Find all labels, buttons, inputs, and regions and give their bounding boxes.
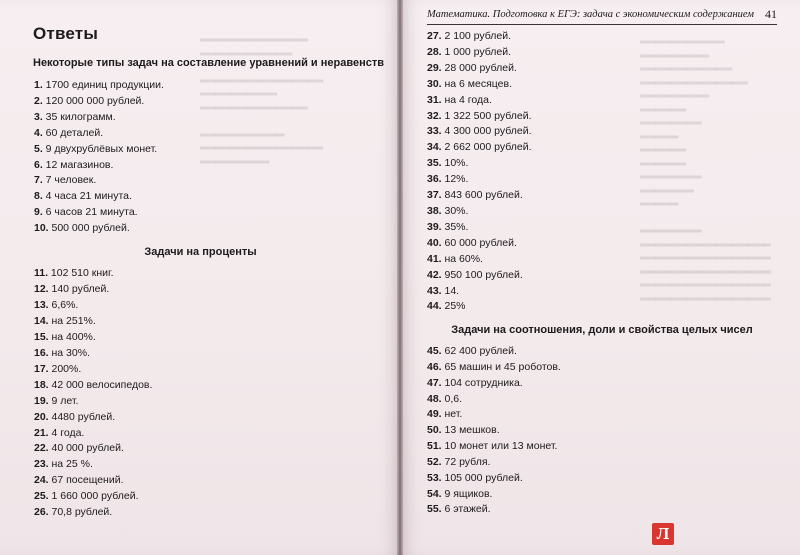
answer-item bbox=[427, 392, 561, 408]
answer-number: 19. bbox=[34, 394, 49, 407]
answer-text: 9 ящиков. bbox=[444, 487, 493, 500]
answer-text: 1 000 рублей. bbox=[444, 45, 512, 58]
answer-item bbox=[427, 471, 561, 487]
answer-number: 40. bbox=[427, 236, 442, 249]
answer-number: 8. bbox=[34, 190, 43, 203]
answer-item bbox=[34, 266, 152, 282]
answer-number: 55. bbox=[427, 503, 442, 516]
answer-item bbox=[427, 299, 532, 315]
answer-number: 47. bbox=[427, 376, 442, 389]
answer-item bbox=[34, 489, 152, 505]
answer-text: на 60%. bbox=[444, 252, 483, 265]
answer-text: 28 000 рублей. bbox=[444, 61, 517, 74]
answer-number: 45. bbox=[427, 345, 442, 357]
answer-number: 39. bbox=[427, 220, 442, 233]
answer-text: 105 000 рублей. bbox=[444, 471, 523, 484]
answers-list-percent bbox=[34, 266, 152, 521]
answer-text: 6 этажей. bbox=[444, 503, 491, 516]
answer-item bbox=[34, 314, 152, 330]
answer-text: 6 часов 21 минута. bbox=[45, 206, 138, 219]
answers-list-ratios bbox=[427, 344, 561, 518]
answer-item bbox=[427, 236, 532, 252]
answer-item bbox=[427, 455, 561, 471]
answer-number: 38. bbox=[427, 204, 442, 217]
answer-item bbox=[427, 344, 561, 360]
answer-number: 14. bbox=[34, 314, 49, 327]
answer-item bbox=[427, 284, 532, 300]
answer-text: 2 662 000 рублей. bbox=[444, 141, 532, 154]
answer-text: 13 мешков. bbox=[444, 424, 500, 437]
answer-number: 35. bbox=[427, 157, 442, 170]
answer-number: 51. bbox=[427, 440, 442, 453]
answer-item bbox=[34, 378, 152, 394]
page-title: Ответы bbox=[33, 24, 99, 43]
answer-number: 29. bbox=[427, 61, 442, 74]
answer-number: 22. bbox=[34, 442, 49, 455]
answer-number: 16. bbox=[34, 346, 49, 359]
answer-text: 2 100 рублей. bbox=[444, 30, 512, 42]
answer-text: 30%. bbox=[444, 204, 469, 217]
answer-item bbox=[34, 410, 152, 426]
answer-number: 43. bbox=[427, 284, 442, 297]
answer-text: 1 660 000 рублей. bbox=[51, 490, 139, 503]
answer-number: 13. bbox=[34, 298, 49, 311]
answer-item bbox=[427, 502, 561, 518]
answer-text: 140 рублей. bbox=[51, 282, 110, 295]
answer-text: 0,6. bbox=[444, 392, 462, 405]
answer-item bbox=[34, 298, 152, 314]
answer-number: 5. bbox=[34, 142, 43, 155]
answer-item bbox=[427, 423, 561, 439]
answer-number: 21. bbox=[34, 426, 49, 439]
answer-number: 41. bbox=[427, 252, 442, 265]
answer-number: 49. bbox=[427, 408, 442, 421]
book-gutter bbox=[397, 0, 403, 555]
bleed-through-text: ▂▂▂▂▂▂▂▂▂▂▂ ▂▂▂▂▂▂▂▂▂ ▂▂▂▂▂▂▂▂▂▂▂▂ ▂▂▂▂▂▂▂▂▂▂▂▂▂▂ ▂▂▂▂▂▂▂▂▂ ▂▂▂▂▂▂ ▂▂▂▂▂▂▂▂ ▂▂▂▂▂ ▂▂▂▂▂▂ ▂▂▂▂▂▂ ▂▂▂▂▂▂▂▂ ▂▂▂▂▂▂▂ ▂▂▂▂▂ ▂▂▂▂▂▂▂▂ ▂▂▂▂▂▂▂▂▂▂▂▂▂▂▂▂▂ ▂▂▂▂▂▂▂▂▂▂▂▂▂▂▂▂▂ ▂▂▂▂▂▂▂▂▂▂▂▂▂▂▂▂▂ ▂▂▂▂▂▂▂▂▂▂▂▂▂▂▂▂▂ ▂▂▂▂▂▂▂▂▂▂▂▂▂▂▂▂▂ bbox=[640, 33, 771, 301]
answer-number: 33. bbox=[427, 125, 442, 138]
answer-text: 67 посещений. bbox=[51, 474, 124, 487]
answer-text: 4480 рублей. bbox=[51, 410, 116, 423]
answer-text: 42 000 велосипедов. bbox=[51, 378, 153, 391]
answer-text: 25% bbox=[444, 300, 466, 313]
answer-text: на 6 месяцев. bbox=[444, 77, 513, 90]
answer-item bbox=[427, 376, 561, 392]
answer-text: 10 монет или 13 монет. bbox=[444, 440, 558, 453]
answer-text: 62 400 рублей. bbox=[444, 345, 517, 357]
answer-number: 24. bbox=[34, 474, 49, 487]
answer-number: 17. bbox=[34, 362, 49, 375]
answer-item bbox=[34, 110, 164, 126]
answer-item bbox=[427, 77, 532, 93]
answers-list-equations bbox=[34, 78, 164, 237]
answer-item bbox=[427, 487, 561, 503]
answer-number: 34. bbox=[427, 141, 442, 154]
answer-number: 32. bbox=[427, 109, 442, 122]
answer-item bbox=[34, 205, 164, 221]
answer-text: нет. bbox=[444, 408, 463, 421]
answers-list-continued bbox=[427, 29, 532, 315]
answer-number: 53. bbox=[427, 471, 442, 484]
answer-text: 60 000 рублей. bbox=[444, 236, 517, 249]
answer-item bbox=[427, 188, 532, 204]
answer-number: 2. bbox=[34, 94, 43, 107]
answer-number: 1. bbox=[34, 79, 43, 91]
answer-text: на 25 %. bbox=[51, 458, 93, 471]
answer-item bbox=[427, 204, 532, 220]
answer-item bbox=[34, 189, 164, 205]
answer-text: 40 000 рублей. bbox=[51, 442, 124, 455]
answer-item bbox=[34, 426, 152, 442]
section-heading-percent: Задачи на проценты bbox=[144, 246, 257, 258]
answer-number: 28. bbox=[427, 45, 442, 58]
answer-number: 26. bbox=[34, 506, 49, 519]
answer-item bbox=[34, 282, 152, 298]
answer-text: 9 лет. bbox=[51, 394, 79, 407]
answer-text: на 251%. bbox=[51, 314, 96, 327]
answer-text: 120 000 000 рублей. bbox=[45, 94, 145, 107]
answer-item bbox=[34, 221, 164, 237]
answer-number: 50. bbox=[427, 424, 442, 437]
answer-number: 46. bbox=[427, 360, 442, 373]
answer-number: 52. bbox=[427, 455, 442, 468]
answer-number: 54. bbox=[427, 487, 442, 500]
answer-text: 4 года. bbox=[51, 426, 85, 439]
answer-number: 31. bbox=[427, 93, 442, 106]
bleed-through-text: ▂▂▂▂▂▂▂▂▂▂▂▂▂▂ ▂▂▂▂▂▂▂▂▂▂▂▂ ▂▂▂▂▂▂▂▂▂▂▂▂▂▂▂▂ ▂▂▂▂▂▂▂▂▂▂ ▂▂▂▂▂▂▂▂▂▂▂▂▂▂ ▂▂▂▂▂▂▂▂▂▂▂ ▂▂▂▂▂▂▂▂▂▂▂▂▂▂▂▂ ▂▂▂▂▂▂▂▂▂ bbox=[200, 31, 324, 164]
answer-item bbox=[34, 94, 164, 110]
answer-item bbox=[427, 109, 532, 125]
answer-number: 25. bbox=[34, 490, 49, 503]
answer-number: 37. bbox=[427, 189, 442, 202]
answer-text: 1 322 500 рублей. bbox=[444, 109, 532, 122]
answer-item bbox=[427, 407, 561, 423]
answer-item bbox=[34, 330, 152, 346]
running-header-text: Математика. Подготовка к ЕГЭ: задача с экономическим содержанием bbox=[427, 9, 755, 20]
answer-item bbox=[34, 346, 152, 362]
answer-item bbox=[427, 268, 532, 284]
section-heading-ratios: Задачи на соотношения, доли и свойства целых чисел bbox=[451, 324, 753, 336]
answer-text: на 30%. bbox=[51, 346, 90, 359]
answer-text: 102 510 книг. bbox=[50, 267, 114, 279]
answer-item bbox=[34, 78, 164, 94]
section-heading-equations: Некоторые типы задач на составление уравнений и неравенств bbox=[33, 57, 384, 69]
answer-text: 60 деталей. bbox=[45, 126, 104, 139]
answer-number: 36. bbox=[427, 173, 442, 186]
answer-item bbox=[427, 124, 532, 140]
answer-number: 44. bbox=[427, 300, 442, 313]
answer-text: 12 магазинов. bbox=[45, 158, 114, 171]
answer-item bbox=[427, 439, 561, 455]
answer-item bbox=[34, 126, 164, 142]
answer-number: 20. bbox=[34, 410, 49, 423]
answer-item bbox=[427, 93, 532, 109]
answer-number: 7. bbox=[34, 174, 43, 187]
answer-item bbox=[427, 360, 561, 376]
answer-number: 6. bbox=[34, 158, 43, 171]
answer-item bbox=[34, 441, 152, 457]
answer-item bbox=[34, 505, 152, 521]
answer-item bbox=[427, 45, 532, 61]
answer-number: 12. bbox=[34, 282, 49, 295]
answer-text: 14. bbox=[444, 284, 460, 297]
publisher-logo: Л bbox=[652, 523, 674, 545]
answer-number: 27. bbox=[427, 30, 442, 42]
answer-number: 9. bbox=[34, 206, 43, 219]
answer-text: 10%. bbox=[444, 157, 469, 170]
answer-text: 70,8 рублей. bbox=[51, 506, 113, 519]
running-header bbox=[427, 8, 777, 25]
answer-text: 72 рубля. bbox=[444, 455, 491, 468]
answer-text: 500 000 рублей. bbox=[51, 222, 130, 235]
answer-number: 15. bbox=[34, 330, 49, 343]
answer-item bbox=[427, 156, 532, 172]
answer-item bbox=[34, 394, 152, 410]
answer-text: 35%. bbox=[444, 220, 469, 233]
answer-text: 1700 единиц продукции. bbox=[45, 79, 164, 91]
answer-number: 4. bbox=[34, 126, 43, 139]
answer-number: 10. bbox=[34, 222, 49, 235]
answer-number: 11. bbox=[34, 267, 49, 279]
answer-number: 3. bbox=[34, 110, 43, 123]
answer-number: 48. bbox=[427, 392, 442, 405]
answer-item bbox=[34, 173, 164, 189]
answer-item bbox=[34, 457, 152, 473]
answer-item bbox=[427, 172, 532, 188]
answer-text: 950 100 рублей. bbox=[444, 268, 523, 281]
answer-text: 12%. bbox=[444, 173, 469, 186]
answer-number: 30. bbox=[427, 77, 442, 90]
answer-text: 4 300 000 рублей. bbox=[444, 125, 532, 138]
answer-text: 65 машин и 45 роботов. bbox=[444, 360, 561, 373]
answer-number: 23. bbox=[34, 458, 49, 471]
answer-item bbox=[34, 142, 164, 158]
answer-text: 4 часа 21 минута. bbox=[45, 190, 132, 203]
answer-text: 9 двухрублёвых монет. bbox=[45, 142, 158, 155]
answer-text: на 400%. bbox=[51, 330, 96, 343]
answer-text: 843 600 рублей. bbox=[444, 189, 523, 202]
answer-item bbox=[427, 252, 532, 268]
answer-item bbox=[34, 362, 152, 378]
answer-text: 104 сотрудника. bbox=[444, 376, 523, 389]
answer-text: на 4 года. bbox=[444, 93, 492, 106]
answer-text: 35 килограмм. bbox=[45, 110, 116, 123]
answer-text: 6,6%. bbox=[51, 298, 79, 311]
answer-text: 7 человек. bbox=[45, 174, 97, 187]
answer-number: 42. bbox=[427, 268, 442, 281]
answer-text: 200%. bbox=[51, 362, 82, 375]
answer-item bbox=[427, 61, 532, 77]
answer-item bbox=[427, 29, 532, 45]
answer-item bbox=[34, 158, 164, 174]
answer-item bbox=[427, 220, 532, 236]
page-number: 41 bbox=[765, 7, 777, 21]
answer-number: 18. bbox=[34, 378, 49, 391]
answer-item bbox=[34, 473, 152, 489]
answer-item bbox=[427, 140, 532, 156]
